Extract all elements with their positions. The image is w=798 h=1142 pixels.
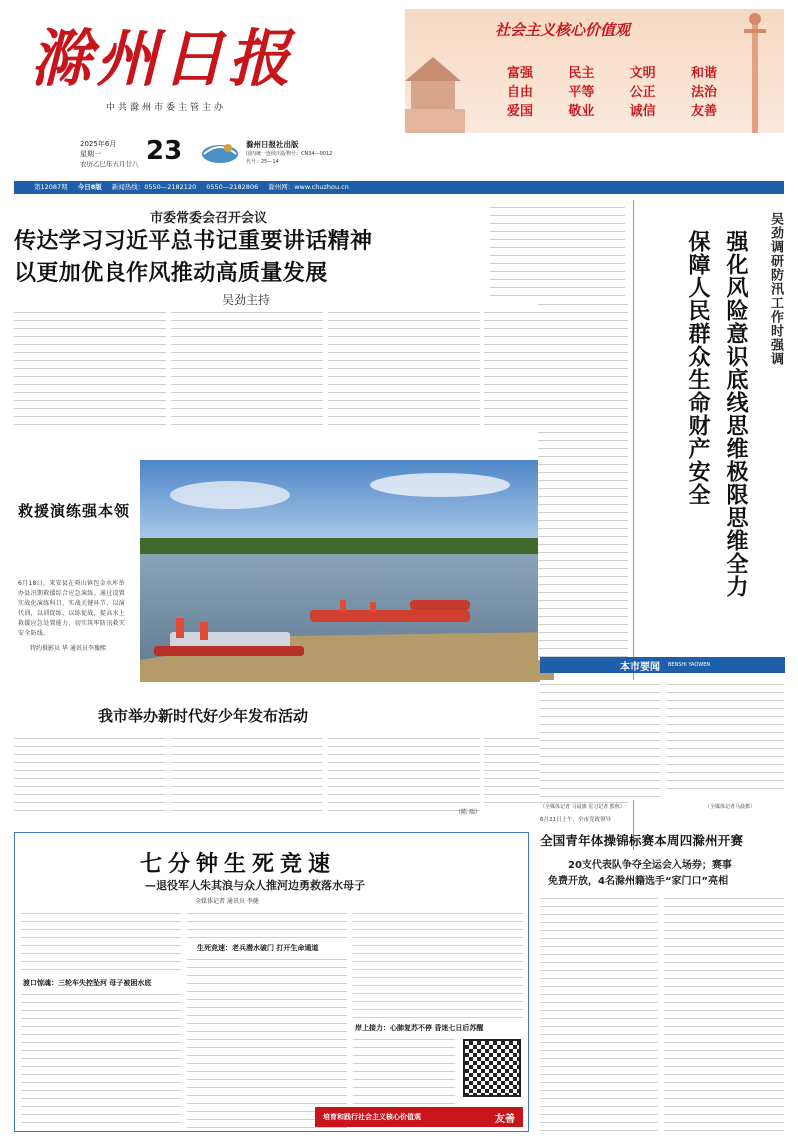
feature-body-col-1b [21, 990, 181, 1128]
lead-headline-2: 以更加优良作风推动高质量发展 [14, 260, 328, 286]
brief-credit-2: （全媒体记者马晨旗） [705, 804, 756, 810]
feature-body-col-3b [353, 1035, 455, 1105]
value-word: 自由 [507, 85, 534, 100]
newspaper-logo [200, 140, 240, 164]
side-kicker: 吴劲调研防汛工作时强调 [768, 212, 783, 366]
sports-body-col-1 [540, 894, 658, 1134]
sports-headline: 全国青年体操锦标赛本周四滁州开赛 [540, 833, 744, 848]
lead-body-col-2 [171, 308, 323, 428]
brief-lead-2: 6月21日上午，全市党政领导 [540, 817, 611, 823]
date-lunar: 农历乙巳年五月廿八 [80, 160, 139, 168]
brief-col-1 [540, 680, 660, 800]
sports-subhead-1: 20支代表队争夺全运会入场券；赛事 [568, 860, 732, 871]
value-word: 法治 [690, 85, 717, 100]
tiananmen-illustration [405, 39, 465, 133]
value-word: 民主 [568, 66, 595, 81]
info-bar [14, 181, 784, 194]
youth-stamp: （陈 瑞） [455, 809, 481, 816]
brief-title: 本市要闻 [620, 661, 660, 673]
photo-headline: 救援演练强本领 [18, 502, 131, 520]
feature-body-col-2 [187, 909, 347, 939]
value-word: 爱国 [507, 104, 534, 119]
youth-body-col-1 [14, 734, 166, 816]
date-year-month: 2025年6月 [80, 140, 117, 148]
photo-credit: 特约摄影员 华 通讯员李豫熙 [30, 645, 106, 652]
photo-caption: 6月18日，来安县在舜山镇包金水库举办县汛期救援综合应急演练。通过设置实战化演练科目，实战关键环节，以演代训，以训促练，以练促战，提高水上救援应急处置能力，切实筑牢防汛救灾安全防线。 [18, 580, 126, 637]
values-banner [405, 9, 784, 133]
value-word: 公正 [629, 85, 656, 100]
feature-body-col-3 [353, 909, 523, 1019]
value-word: 平等 [568, 85, 595, 100]
value-word: 和谐 [690, 66, 717, 81]
value-word: 诚信 [629, 104, 656, 119]
side-body-lower [538, 300, 628, 660]
date-weekday: 星期一 [80, 150, 101, 158]
publisher-name: 滁州日报社出版 [246, 140, 299, 149]
side-body-col [490, 203, 625, 303]
lead-headline-1: 传达学习习近平总书记重要讲话精神 [14, 228, 373, 254]
values-title: 社会主义核心价值观 [495, 21, 631, 39]
date-day: 23 [146, 136, 183, 166]
values-row-3 [507, 102, 717, 121]
lead-body-col-3 [328, 308, 480, 428]
news-hotline: 新闻热线：0550—2182120 [111, 183, 197, 191]
publisher-issn: 国内统一连续出版物号：CN34—0012 [246, 151, 333, 157]
brief-header [540, 657, 785, 673]
value-word: 友善 [690, 104, 717, 119]
lead-body-col-1 [14, 308, 166, 428]
feature-banner-tag: 友善 [495, 1113, 515, 1125]
website: 滁州网：www.chuzhou.cn [268, 183, 349, 191]
values-row-1 [507, 64, 717, 83]
feature-box [14, 832, 529, 1132]
feature-byline: 全媒体记者 通讯员 李健 [195, 898, 259, 905]
feature-banner [315, 1107, 523, 1127]
value-word: 富强 [507, 66, 534, 81]
brief-col-2 [666, 680, 784, 792]
subscribe-hotline: 0550—2182806 [206, 183, 259, 191]
publisher-block [246, 140, 396, 170]
side-headline: 强化风险意识底线思维极限思维全力保障人民群众生命财产安全 [685, 230, 749, 598]
publisher-code: 代号：25—14 [246, 159, 279, 165]
youth-headline: 我市举办新时代好少年发布活动 [98, 707, 309, 725]
feature-body-col-1 [21, 909, 181, 974]
feature-body-col-2b [187, 955, 347, 1128]
sports-subhead-2: 免费开放，4名滁州籍选手“家门口”亮相 [548, 876, 729, 887]
brief-title-en: BENSHI YAOWEN [668, 662, 711, 668]
brief-credit-1: （全媒体记者 马晨旗 见习记者 熊秋） [540, 804, 625, 810]
masthead [16, 20, 386, 113]
feature-banner-text: 培育和践行社会主义核心价值观 [323, 1113, 421, 1121]
youth-body-col-3 [328, 734, 480, 816]
values-row-2 [507, 83, 717, 102]
rescue-drill-photo [140, 460, 554, 682]
feature-subhead-3: 岸上接力：心肺复苏不停 昏迷七日后苏醒 [355, 1024, 484, 1032]
value-word: 文明 [629, 66, 656, 81]
huabiao-illustration [740, 9, 770, 133]
page-count: 今日8版 [77, 183, 102, 191]
newspaper-subtitle: 中共滁州市委主管主办 [106, 103, 227, 113]
lead-byline: 吴劲主持 [222, 293, 271, 307]
qr-code [463, 1039, 521, 1097]
sports-body-col-2 [664, 894, 784, 1134]
lead-kicker: 市委常委会召开会议 [150, 211, 268, 226]
youth-body-col-2 [171, 734, 323, 816]
feature-title: 七分钟生死竞速 [140, 851, 337, 877]
value-word: 敬业 [568, 104, 595, 119]
date-block [80, 138, 200, 168]
issue-number: 第12087期 [34, 183, 68, 191]
feature-subhead-2: 生死竞速：老兵潜水破门 打开生命通道 [197, 944, 319, 952]
newspaper-title: 滁州日报 [30, 22, 295, 95]
feature-subtitle: —退役军人朱其浪与众人推河边勇救落水母子 [145, 879, 365, 892]
feature-subhead-1: 渡口惊魂：三轮车失控坠河 母子被困水底 [23, 979, 152, 987]
